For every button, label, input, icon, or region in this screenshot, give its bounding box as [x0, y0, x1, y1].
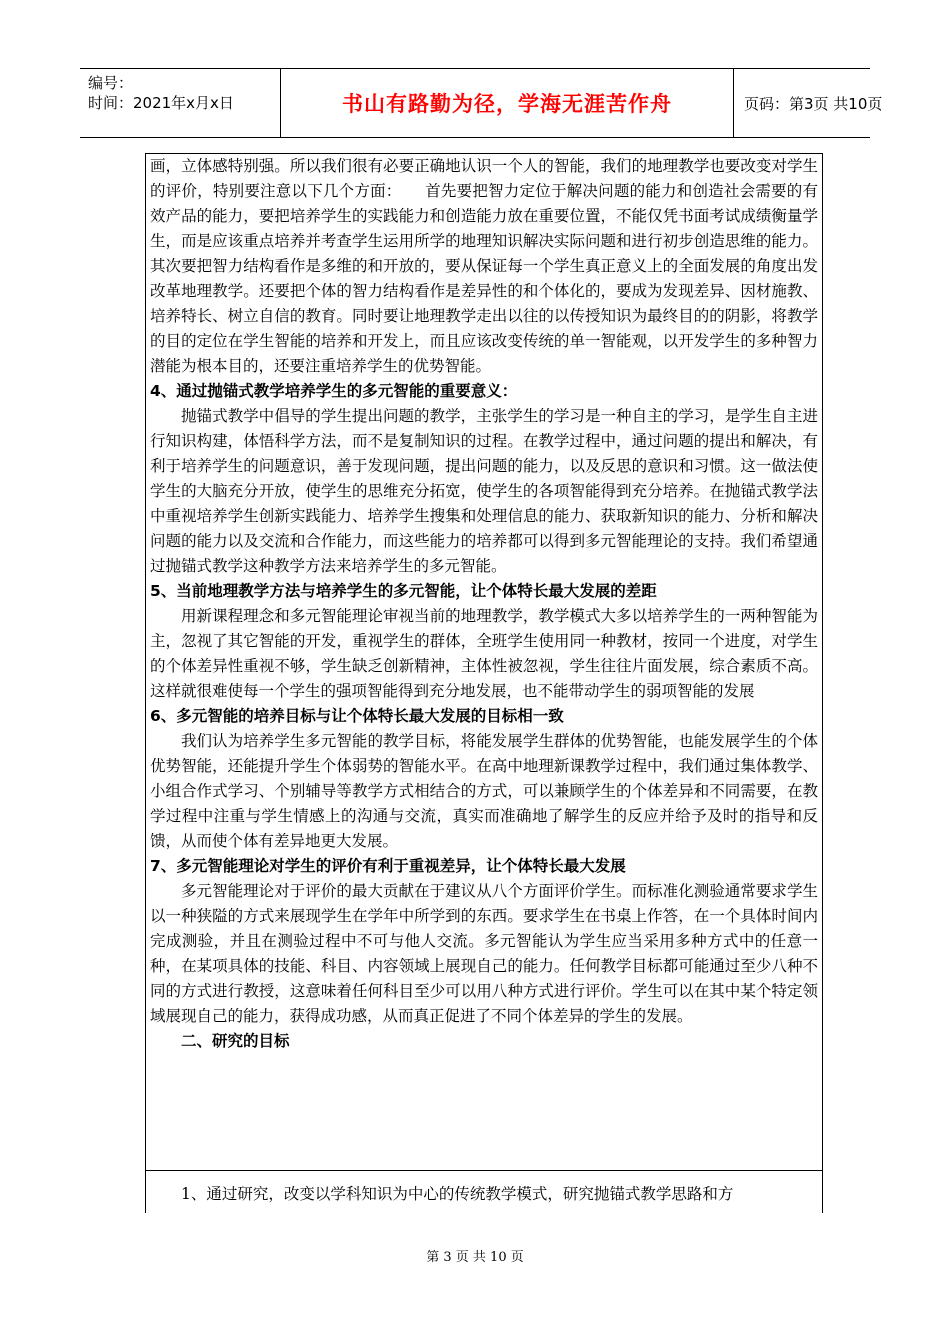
heading-7: 7、多元智能理论对学生的评价有利于重视差异，让个体特长最大发展 — [150, 857, 626, 875]
section-heading-research-goals: 二、研究的目标 — [181, 1032, 290, 1050]
heading-4: 4、通过抛锚式教学培养学生的多元智能的重要意义： — [150, 382, 518, 400]
page-footer: 第 3 页 共 10 页 — [426, 1250, 524, 1265]
page-header — [80, 68, 883, 138]
document-date: 时间：2021年x月x日 — [88, 94, 234, 112]
goal-item-1: 1、通过研究，改变以学科知识为中心的传统教学模式，研究抛锚式教学思路和方 — [181, 1185, 734, 1203]
content-text — [150, 154, 818, 1054]
heading-6: 6、多元智能的培养目标与让个体特长最大发展的目标相一致 — [150, 707, 564, 725]
document-number-label: 编号： — [88, 74, 134, 92]
header-meta — [80, 69, 280, 137]
paragraph-evaluation-difference: 多元智能理论对于评价的最大贡献在于建议从八个方面评价学生。而标准化测验通常要求学生以一种狭隘的方式来展现学生在学年中所学到的东西。要求学生在书桌上作答，在一个具体时间内完成测验，并且在测验过程中不可与他人交流。多元智能认为学生应当采用多种方式中的任意一种，在某项具体的技能、科目、内容领域上展现自己的能力。任何教学目标都可能通过至少八种不同的方式进行教授，这意味着任何科目至少可以用八种方式进行评价。学生可以在其中某个特定领域展现自己的能力，获得成功感，从而真正促进了不同个体差异的学生的发展。 — [150, 882, 818, 1025]
paragraph-gap: 用新课程理念和多元智能理论审视当前的地理教学，教学模式大多以培养学生的一两种智能为主，忽视了其它智能的开发，重视学生的群体，全班学生使用同一种教材，按同一个进度，对学生的个体差异性重视不够，学生缺乏创新精神，主体性被忽视，学生往往片面发展，综合素质不高。这样就很难使每一个学生的强项智能得到充分地发展，也不能带动学生的弱项智能的发展 — [150, 607, 818, 700]
header-page-info: 页码：第3页 共10页 — [744, 94, 883, 113]
content-table — [145, 153, 823, 1213]
heading-5: 5、当前地理教学方法与培养学生的多元智能，让个体特长最大发展的差距 — [150, 582, 657, 600]
paragraph-anchored-teaching: 抛锚式教学中倡导的学生提出问题的教学，主张学生的学习是一种自主的学习，是学生自主进行知识构建，体悟科学方法，而不是复制知识的过程。在教学过程中，通过问题的提出和解决，有利于培养学生的问题意识，善于发现问题，提出问题的能力，以及反思的意识和习惯。这一做法使学生的大脑充分开放，使学生的思维充分拓宽，使学生的各项智能得到充分培养。在抛锚式教学法中重视培养学生创新实践能力、培养学生搜集和处理信息的能力、获取新知识的能力、分析和解决问题的能力以及交流和合作能力，而这些能力的培养都可以得到多元智能理论的支持。我们希望通过抛锚式教学这种教学方法来培养学生的多元智能。 — [150, 407, 818, 575]
paragraph-evaluation: 画，立体感特别强。所以我们很有必要正确地认识一个人的智能，我们的地理教学也要改变对学生的评价，特别要注意以下几个方面： 首先要把智力定位于解决问题的能力和创造社会需要的有效产品的能力，要把培养学生的实践能力和创造能力放在重要位置，不能仅凭书面考试成绩衡量学生，而是应该重点培养并考查学生运用所学的地理知识解决实际问题和进行初步创造思维的能力。其次要把智力结构看作是多维的和开放的，要从保证每一个学生真正意义上的全面发展的角度出发改革地理教学。还要把个体的智力结构看作是差异性的和个体化的，要成为发现差异、因材施教、培养特长、树立自信的教育。同时要让地理教学走出以往的以传授知识为最终目的的阴影，将教学的目的定位在学生智能的培养和开发上，而且应该改变传统的单一智能观，以开发学生的多种智力潜能为根本目的，还要注重培养学生的优势智能。 — [150, 157, 818, 375]
table-row-divider — [146, 1170, 822, 1171]
header-motto: 书山有路勤为径，学海无涯苦作舟 — [280, 69, 734, 137]
paragraph-goal-consistency: 我们认为培养学生多元智能的教学目标，将能发展学生群体的优势智能，也能发展学生的个体优势智能，还能提升学生个体弱势的智能水平。在高中地理新课教学过程中，我们通过集体教学、小组合作式学习、个别辅导等教学方式相结合的方式，可以兼顾学生的个体差异和不同需要，在教学过程中注重与学生情感上的沟通与交流，真实而准确地了解学生的反应并给予及时的指导和反馈，从而使个体有差异地更大发展。 — [150, 732, 818, 850]
